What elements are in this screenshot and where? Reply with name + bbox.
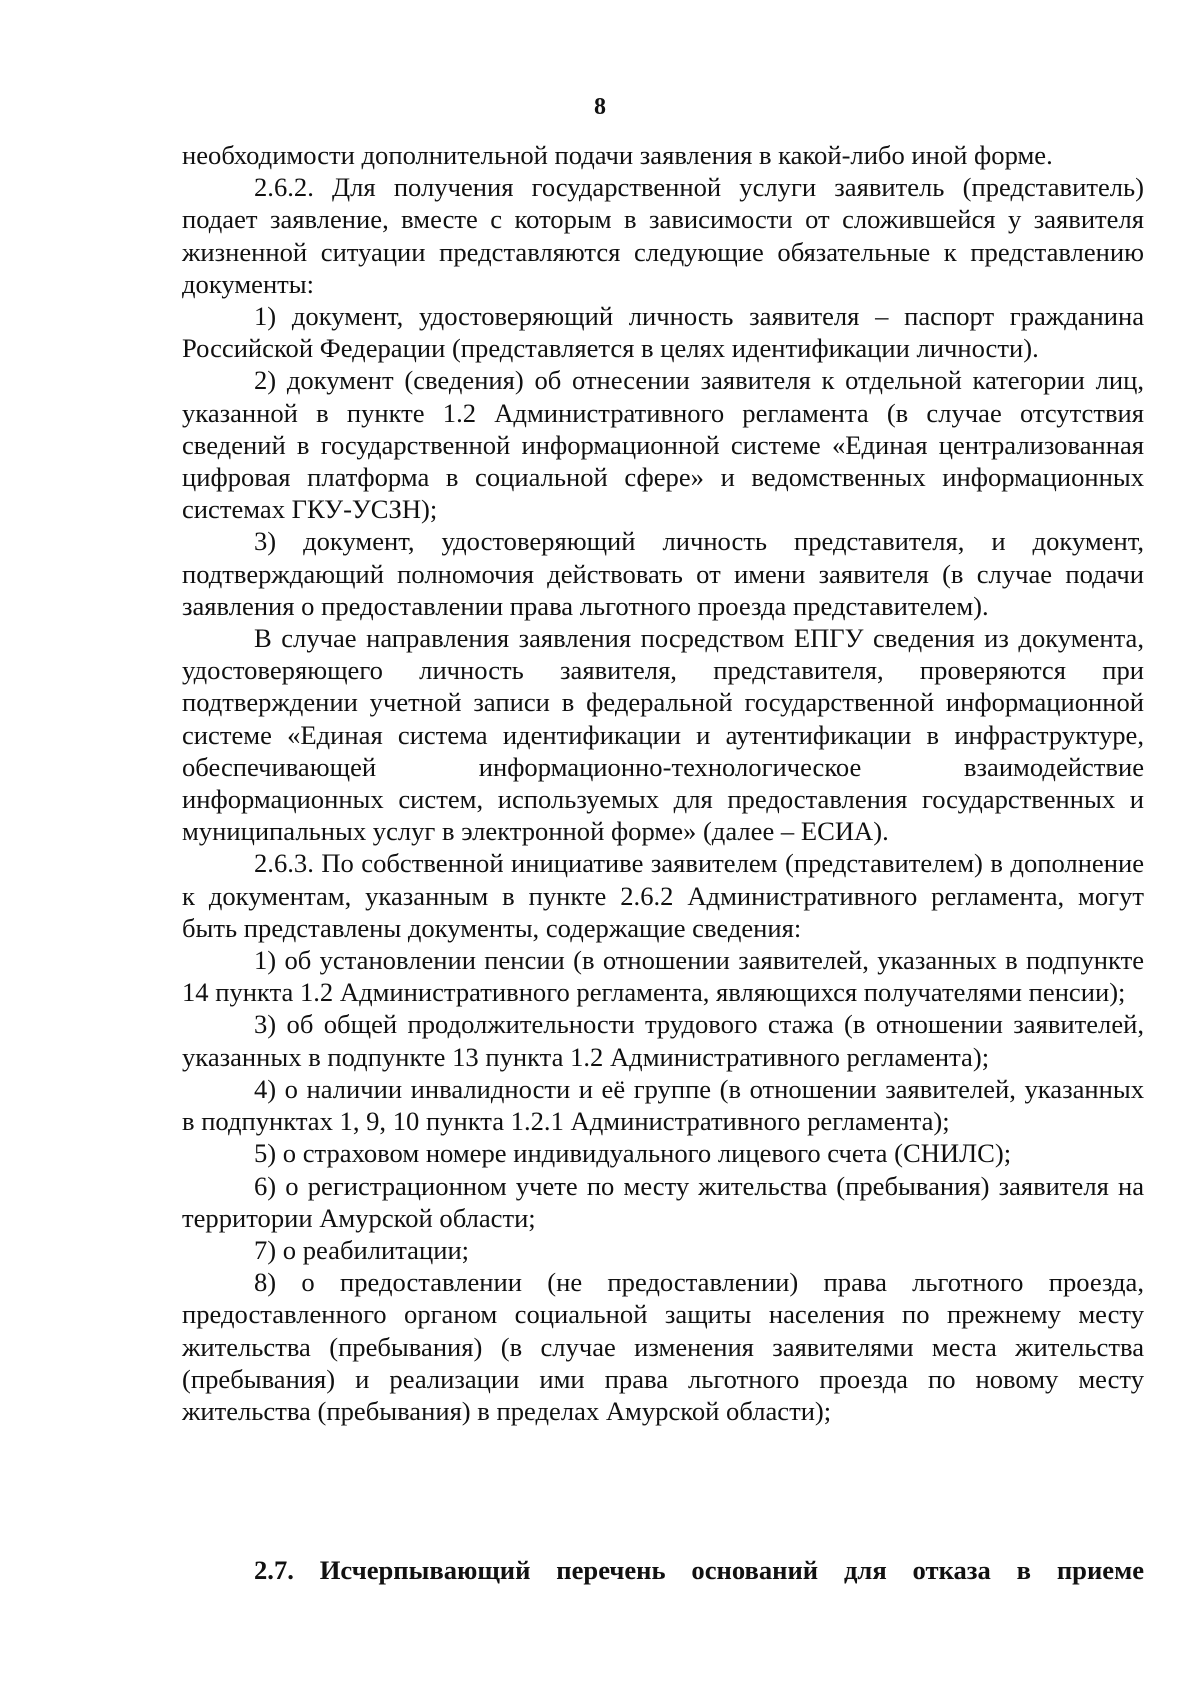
page-number: 8 [594,94,606,120]
document-body [182,139,1144,1427]
paragraph: 6) о регистрационном учете по месту жительства (пребывания) заявителя на территории Амурской области; [182,1170,1144,1233]
paragraph: 4) о наличии инвалидности и её группе (в отношении заявителей, указанных в подпунктах 1, 9, 10 пункта 1.2.1 Административного регламента); [182,1073,1144,1137]
paragraph: 7) о реабилитации; [254,1234,470,1265]
paragraph: 3) документ, удостоверяющий личность представителя, и документ, подтверждающий полномочия действовать от имени заявителя (в случае подачи заявления о предоставлении права льготного проезда представителем). [182,526,1144,621]
paragraph: 5) о страховом номере индивидуального лицевого счета (СНИЛС); [254,1138,1012,1169]
paragraph: 2) документ (сведения) об отнесении заявителя к отдельной категории лиц, указанной в пункте 1.2 Административного регламента (в случае отсутствия сведений в государственной информационной системе «Единая централизованная цифровая платформа в социальной сфере» и ведомственных информационных системах ГКУ-УСЗН); [182,365,1144,525]
paragraph: 2.6.3. По собственной инициативе заявителем (представителем) в дополнение к документам, указанным в пункте 2.6.2 Административного регламента, могут быть представлены документы, содержащие сведения: [182,848,1144,943]
paragraph: 3) об общей продолжительности трудового стажа (в отношении заявителей, указанных в подпункте 13 пункта 1.2 Административного регламента); [182,1009,1144,1072]
paragraph: 8) о предоставлении (не предоставлении) права льготного проезда, предоставленного органом социальной защиты населения по прежнему месту жительства (пребывания) (в случае изменения заявителями места жительства (пребывания) и реализации ими права льготного проезда по новому месту жительства (пребывания) в пределах Амурской области); [182,1267,1144,1426]
paragraph: 1) об установлении пенсии (в отношении заявителей, указанных в подпункте 14 пункта 1.2 Административного регламента, являющихся получателями пенсии); [182,945,1144,1008]
section-heading: 2.7. Исчерпывающий перечень оснований для отказа в приеме [254,1555,1144,1585]
paragraph: необходимости дополнительной подачи заявления в какой-либо иной форме. [182,140,1053,170]
paragraph: В случае направления заявления посредством ЕПГУ сведения из документа, удостоверяющего личность заявителя, представителя, проверяются при подтверждении учетной записи в федеральной государственной информационной системе «Единая система идентификации и аутентификации в инфраструктуре, обеспечивающей информационно-технологическое взаимодействие информационных систем, используемых для предоставления государственных и муниципальных услуг в электронной форме» (далее – ЕСИА). [182,623,1144,847]
paragraph: 1) документ, удостоверяющий личность заявителя – паспорт гражданина Российской Федерации (представляется в целях идентификации личности). [182,301,1144,364]
paragraph: 2.6.2. Для получения государственной услуги заявитель (представитель) подает заявление, вместе с которым в зависимости от сложившейся у заявителя жизненной ситуации представляются следующие обязательные к представлению документы: [182,172,1144,299]
